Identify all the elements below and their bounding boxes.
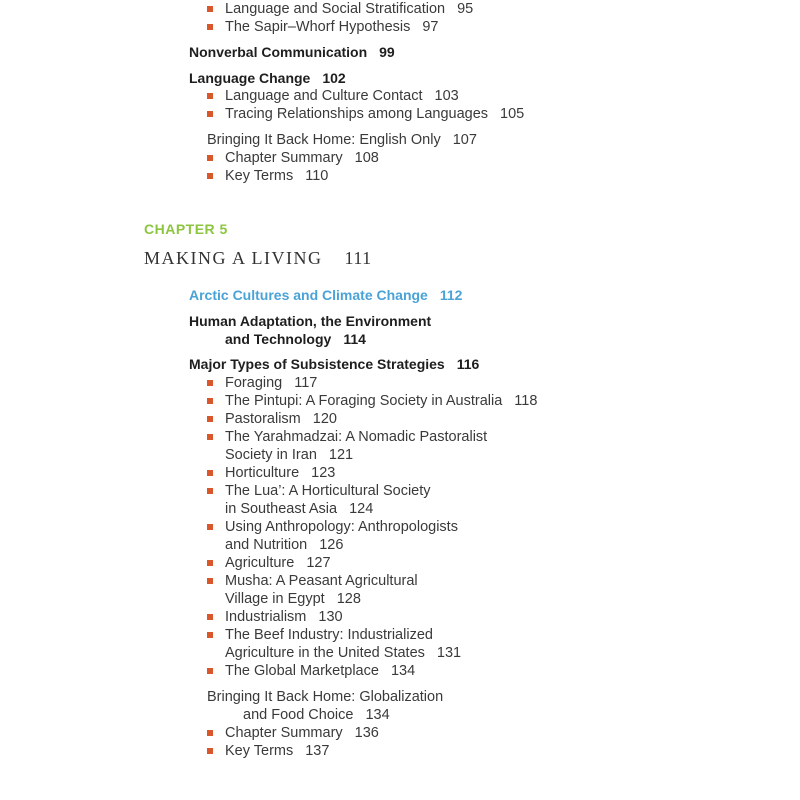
entry-page: 128 — [336, 591, 361, 607]
square-bullet-icon — [207, 93, 213, 99]
square-bullet-icon — [207, 488, 213, 494]
square-bullet-icon — [207, 668, 213, 674]
toc-entry-item[interactable] — [207, 482, 431, 500]
square-bullet-icon — [207, 111, 213, 117]
toc-section-heading[interactable] — [189, 312, 431, 330]
square-bullet-icon — [207, 398, 213, 404]
entry-title: Village in Egypt — [225, 591, 325, 607]
toc-back-home[interactable] — [207, 131, 477, 149]
toc-entry-item[interactable] — [207, 626, 433, 644]
entry-page: 118 — [514, 393, 538, 409]
entry-page: 120 — [312, 411, 337, 427]
entry-title: Language Change — [189, 70, 311, 86]
square-bullet-icon — [207, 173, 213, 179]
toc-entry-item[interactable] — [207, 608, 343, 626]
square-bullet-icon — [207, 730, 213, 736]
toc-entry-item-cont[interactable] — [225, 644, 461, 662]
entry-title: Musha: A Peasant Agricultural — [225, 573, 418, 589]
toc-section-heading-cont[interactable] — [225, 330, 366, 348]
toc-entry-item[interactable] — [207, 392, 537, 410]
entry-page: 126 — [319, 537, 344, 553]
toc-back-home[interactable] — [207, 688, 443, 706]
entry-page: 112 — [439, 287, 463, 303]
entry-page: 108 — [354, 150, 379, 166]
toc-entry-item[interactable] — [207, 410, 337, 428]
entry-page: 103 — [434, 88, 459, 104]
toc-entry-item[interactable] — [207, 149, 379, 167]
toc-section-heading[interactable] — [189, 43, 395, 61]
entry-page: 95 — [457, 1, 474, 17]
square-bullet-icon — [207, 632, 213, 638]
square-bullet-icon — [207, 470, 213, 476]
square-bullet-icon — [207, 416, 213, 422]
toc-section-heading[interactable] — [189, 69, 346, 87]
square-bullet-icon — [207, 155, 213, 161]
toc-entry-item[interactable] — [207, 167, 328, 185]
toc-section-heading[interactable] — [189, 355, 479, 373]
toc-entry-item[interactable] — [207, 105, 524, 123]
entry-page: 99 — [379, 44, 395, 60]
entry-title: Language and Social Stratification — [225, 1, 446, 17]
chapter-title-text: MAKING A LIVING — [144, 248, 323, 268]
square-bullet-icon — [207, 6, 213, 12]
entry-title: in Southeast Asia — [225, 501, 338, 517]
entry-title: Bringing It Back Home: English Only — [207, 132, 441, 148]
square-bullet-icon — [207, 24, 213, 30]
entry-page: 136 — [354, 725, 379, 741]
square-bullet-icon — [207, 560, 213, 566]
entry-page: 102 — [322, 70, 346, 86]
entry-title: Nonverbal Communication — [189, 44, 368, 60]
entry-page: 130 — [318, 609, 343, 625]
entry-page: 105 — [500, 106, 525, 122]
toc-entry-item[interactable] — [207, 374, 317, 392]
entry-title: Major Types of Subsistence Strategies — [189, 356, 445, 372]
toc-entry-item[interactable] — [207, 464, 335, 482]
square-bullet-icon — [207, 614, 213, 620]
toc-feature-link[interactable] — [189, 286, 462, 304]
toc-entry-item[interactable] — [207, 572, 418, 590]
entry-page: 123 — [311, 465, 336, 481]
toc-entry-item[interactable] — [207, 662, 415, 680]
entry-title: Language and Culture Contact — [225, 88, 423, 104]
entry-page: 124 — [349, 501, 374, 517]
entry-title: and Food Choice — [243, 707, 354, 723]
square-bullet-icon — [207, 578, 213, 584]
entry-title: The Lua’: A Horticultural Society — [225, 483, 431, 499]
entry-title: The Pintupi: A Foraging Society in Australia — [225, 393, 503, 409]
toc-entry-item-cont[interactable] — [225, 536, 343, 554]
entry-title: and Technology — [225, 331, 332, 347]
entry-title: Chapter Summary — [225, 725, 343, 741]
toc-back-home-cont[interactable] — [243, 706, 390, 724]
toc-entry-item[interactable] — [207, 742, 329, 760]
entry-title: Key Terms — [225, 743, 294, 759]
toc-entry-item[interactable] — [207, 554, 331, 572]
entry-page: 116 — [456, 356, 480, 372]
chapter-title-page: 111 — [344, 248, 372, 268]
toc-entry-item[interactable] — [207, 428, 487, 446]
entry-page: 137 — [305, 743, 330, 759]
entry-page: 127 — [306, 555, 331, 571]
entry-title: Foraging — [225, 375, 283, 391]
entry-title: Horticulture — [225, 465, 300, 481]
entry-title: Society in Iran — [225, 447, 317, 463]
entry-page: 131 — [436, 645, 462, 661]
chapter-title[interactable] — [144, 248, 372, 269]
square-bullet-icon — [207, 434, 213, 440]
entry-title: Chapter Summary — [225, 150, 343, 166]
entry-page: 114 — [343, 331, 366, 347]
entry-title: Agriculture in the United States — [225, 645, 425, 661]
entry-title: The Yarahmadzai: A Nomadic Pastoralist — [225, 429, 488, 445]
square-bullet-icon — [207, 380, 213, 386]
entry-title: Pastoralism — [225, 411, 301, 427]
entry-page: 110 — [305, 168, 329, 184]
entry-title: and Nutrition — [225, 537, 308, 553]
entry-title: Human Adaptation, the Environment — [189, 313, 432, 329]
toc-entry-item-cont[interactable] — [225, 590, 361, 608]
entry-title: Bringing It Back Home: Globalization — [207, 689, 444, 705]
entry-page: 97 — [422, 19, 439, 35]
square-bullet-icon — [207, 524, 213, 530]
square-bullet-icon — [207, 748, 213, 754]
toc-entry-item[interactable] — [207, 518, 458, 536]
entry-title: Using Anthropology: Anthropologists — [225, 519, 458, 535]
toc-entry-item[interactable] — [207, 87, 459, 105]
entry-title: Agriculture — [225, 555, 295, 571]
entry-page: 117 — [294, 375, 318, 391]
toc-entry-item[interactable] — [207, 18, 439, 36]
entry-page: 134 — [365, 707, 390, 723]
entry-title: Industrialism — [225, 609, 307, 625]
entry-page: 121 — [328, 447, 354, 463]
entry-title: The Global Marketplace — [225, 663, 379, 679]
entry-title: Tracing Relationships among Languages — [225, 106, 489, 122]
toc-entry-item[interactable] — [207, 0, 473, 18]
chapter-label: CHAPTER 5 — [144, 221, 228, 237]
entry-title: Arctic Cultures and Climate Change — [189, 287, 428, 303]
entry-title: The Beef Industry: Industrialized — [225, 627, 433, 643]
entry-title: The Sapir–Whorf Hypothesis — [225, 19, 411, 35]
entry-page: 134 — [390, 663, 416, 679]
toc-entry-item-cont[interactable] — [225, 500, 373, 518]
entry-page: 107 — [452, 132, 477, 148]
toc-entry-item[interactable] — [207, 724, 379, 742]
toc-entry-item-cont[interactable] — [225, 446, 353, 464]
entry-title: Key Terms — [225, 168, 294, 184]
